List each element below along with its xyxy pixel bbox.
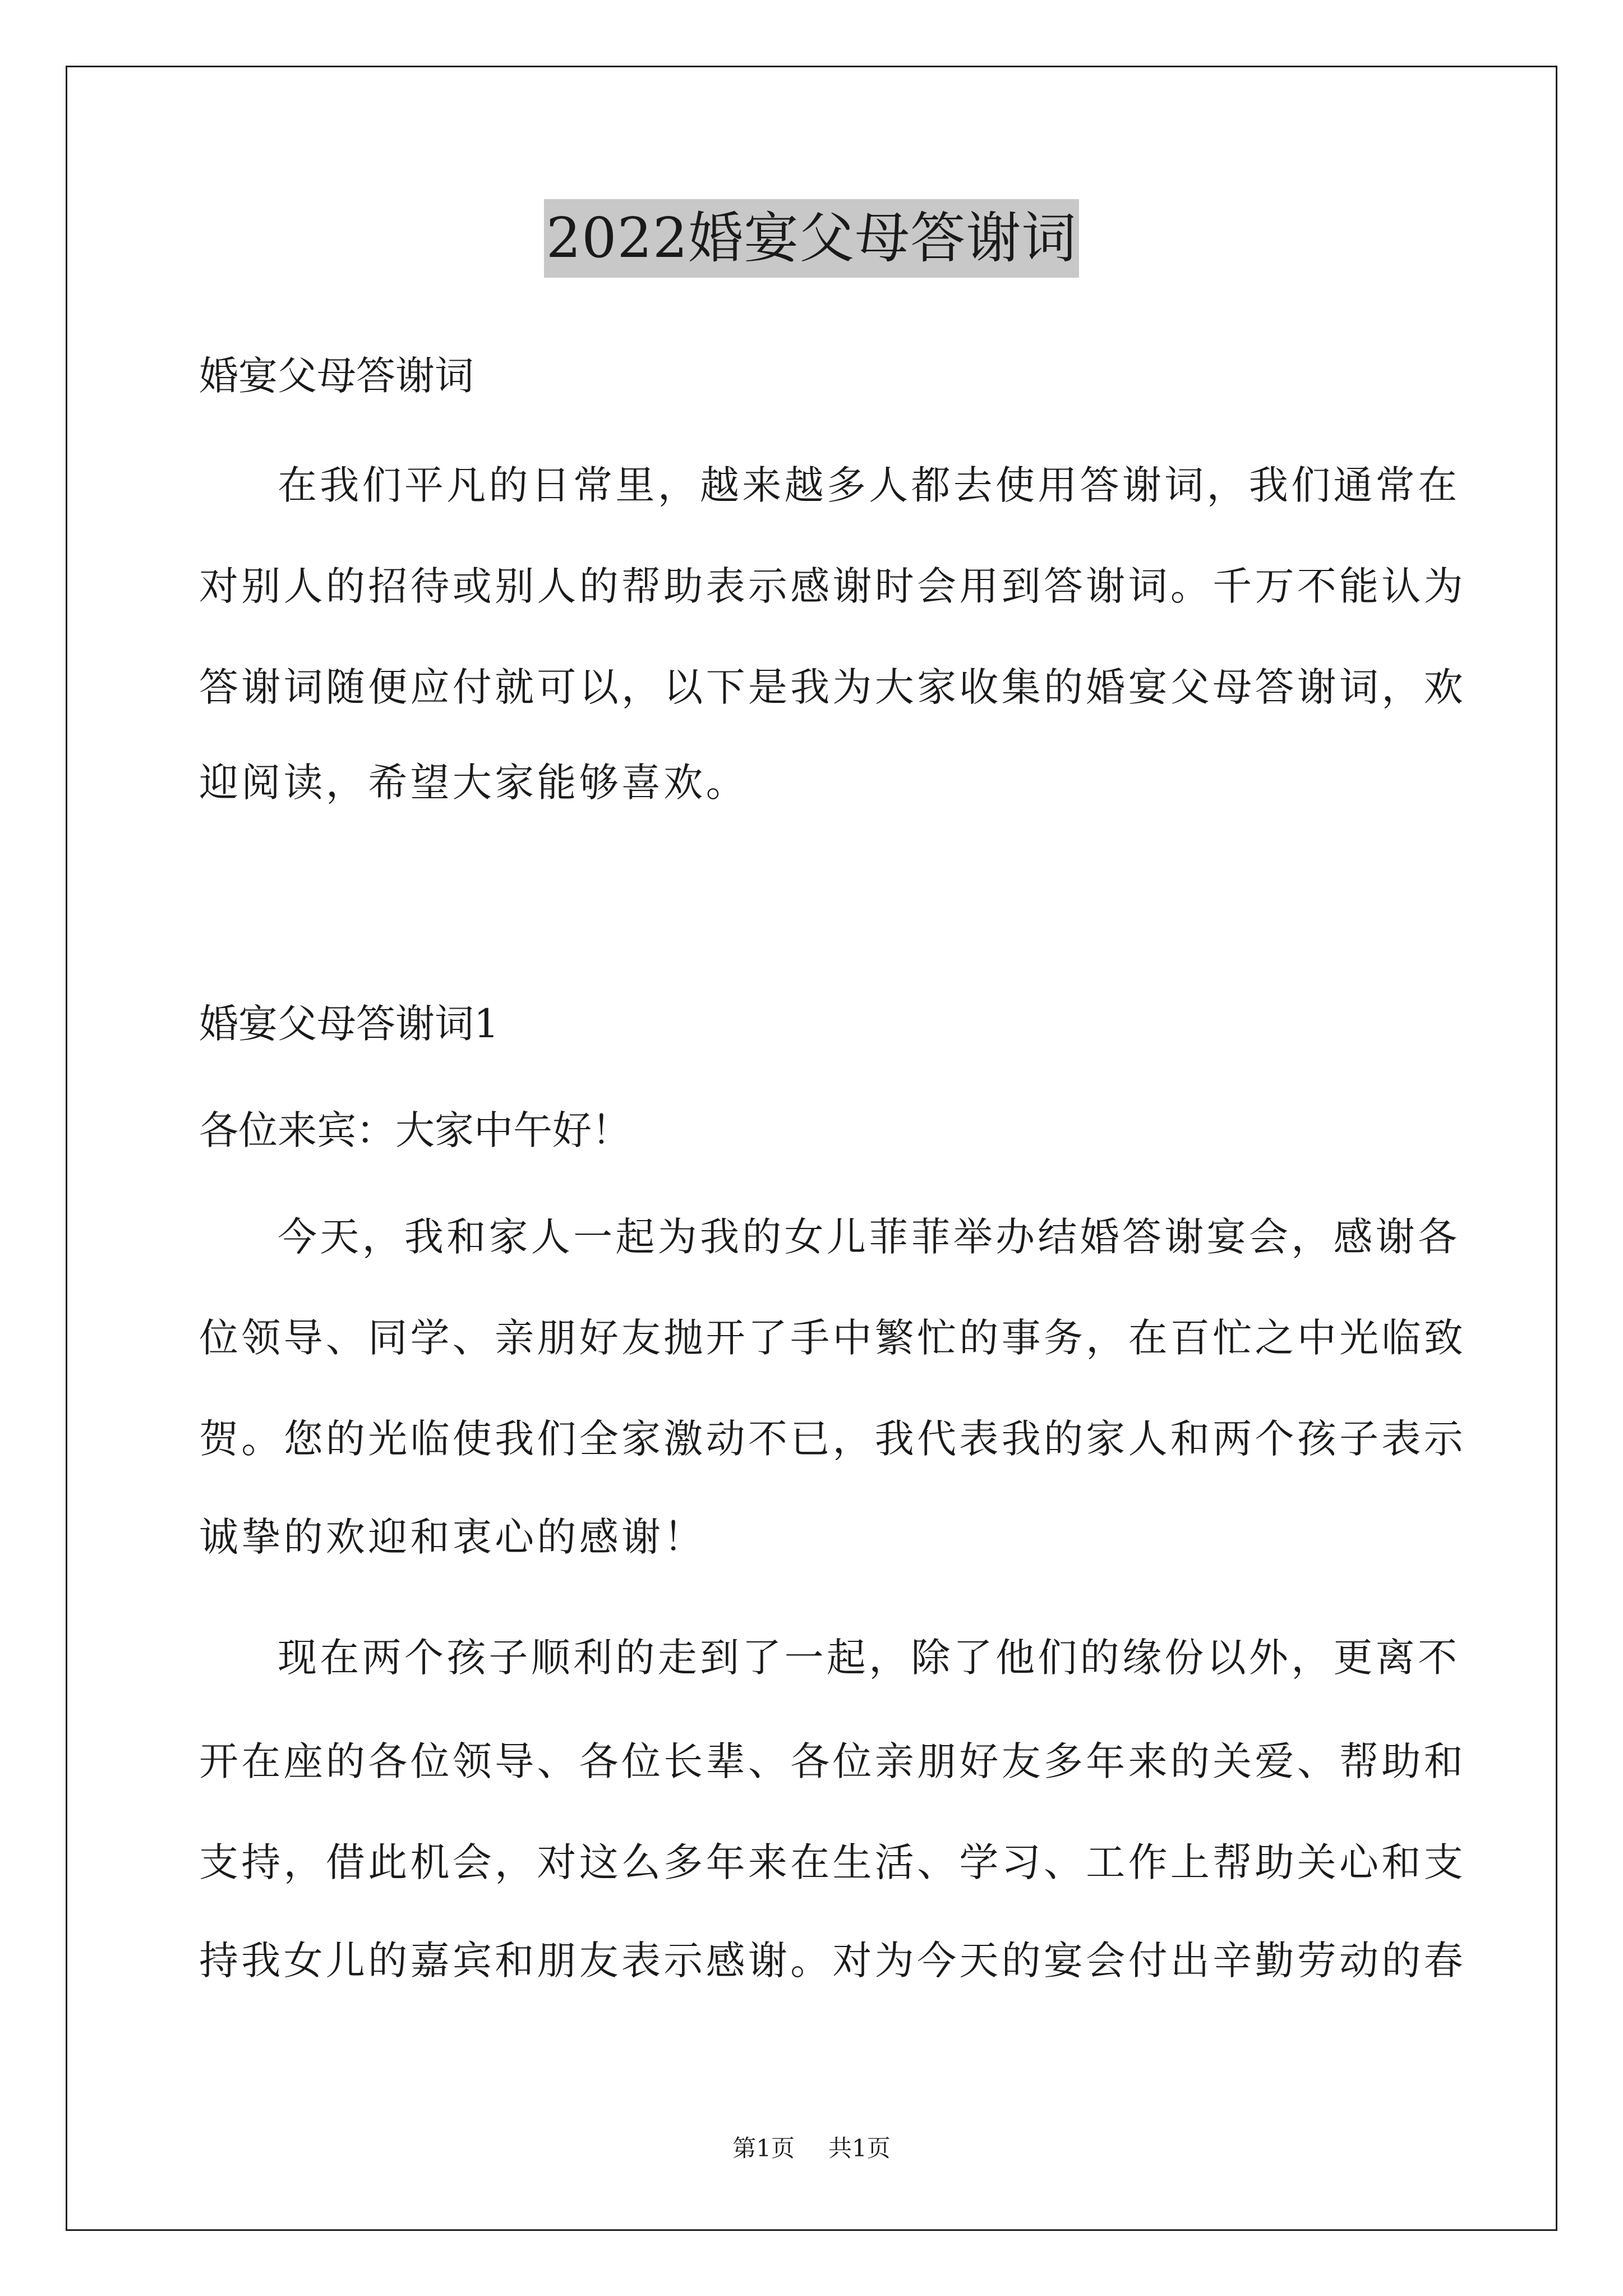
intro-line: 在我们平凡的日常里，越来越多人都去使用答谢词，我们通常在 (278, 462, 1460, 508)
page-total: 共1页 (828, 2134, 891, 2162)
document-title: 2022婚宴父母答谢词 (544, 199, 1079, 278)
paragraph1-line: 贺。您的光临使我们全家激动不已，我代表我的家人和两个孩子表示 (199, 1416, 1466, 1462)
paragraph2-line: 支持，借此机会，对这么多年来在生活、学习、工作上帮助关心和支 (199, 1839, 1466, 1885)
paragraph2-line: 开在座的各位领导、各位长辈、各位亲朋好友多年来的关爱、帮助和 (199, 1738, 1466, 1784)
paragraph1-line: 位领导、同学、亲朋好友抛开了手中繁忙的事务，在百忙之中光临致 (199, 1315, 1466, 1361)
greeting: 各位来宾：大家中午好！ (199, 1107, 631, 1153)
paragraph2-line: 持我女儿的嘉宾和朋友表示感谢。对为今天的宴会付出辛勤劳动的春 (199, 1938, 1466, 1984)
page-number: 第1页 (732, 2134, 795, 2162)
document-subtitle: 婚宴父母答谢词 (199, 353, 474, 399)
intro-line: 答谢词随便应付就可以，以下是我为大家收集的婚宴父母答谢词，欢 (199, 664, 1466, 710)
intro-line: 对别人的招待或别人的帮助表示感谢时会用到答谢词。千万不能认为 (199, 563, 1466, 609)
intro-line: 迎阅读，希望大家能够喜欢。 (199, 760, 748, 806)
page-footer (0, 2132, 1623, 2165)
paragraph1-line: 诚挚的欢迎和衷心的感谢！ (199, 1514, 706, 1560)
paragraph1-line: 今天，我和家人一起为我的女儿菲菲举办结婚答谢宴会，感谢各 (278, 1214, 1460, 1260)
paragraph2-line: 现在两个孩子顺利的走到了一起，除了他们的缘份以外，更离不 (278, 1635, 1460, 1681)
section-heading: 婚宴父母答谢词1 (199, 1001, 499, 1047)
title-container (0, 199, 1623, 278)
